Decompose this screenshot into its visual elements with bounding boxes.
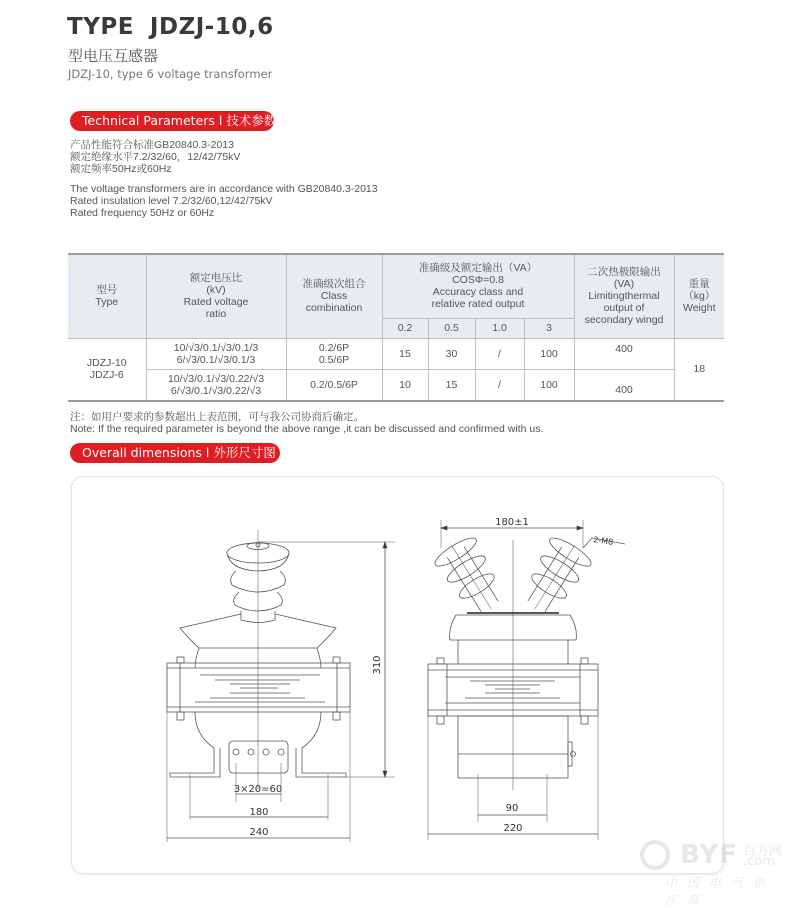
overall-dimensions-heading: Overall dimensions l 外形尺寸图 (70, 443, 280, 463)
subheader-0.2: 0.2 (382, 318, 428, 338)
dim-front-width: 240 (249, 827, 269, 838)
terminal (263, 749, 269, 755)
bolt (333, 657, 340, 663)
cell-0.5: 15 (428, 369, 475, 401)
dim-bolt: 2-M8 (592, 535, 614, 547)
header-text: 额定电压比 (189, 272, 243, 285)
cell-text: JDZJ-10 (86, 357, 127, 370)
header-text: (VA) (613, 278, 635, 291)
cell-text: 6/√3/0.1/√3/0.1/3 (176, 353, 256, 366)
header-text: Limitingthermal (588, 290, 660, 303)
bolt (177, 657, 184, 663)
header-text: Type (95, 296, 119, 309)
core-frame (167, 663, 350, 712)
cell-1.0: / (475, 369, 524, 401)
subheader-3: 3 (524, 318, 574, 338)
header-text: 准确级及额定输出（VA） (418, 262, 538, 275)
cell-class: 0.2/0.5/6P (286, 369, 382, 401)
cell-text: JDZJ-6 (89, 369, 124, 382)
cell-thermal: 400 (574, 338, 674, 369)
header-text: Accuracy class and (432, 286, 524, 299)
header-text: 二次热极限输出 (587, 266, 661, 279)
param-line: 额定频率50Hz或60Hz (70, 163, 172, 175)
cell-text: 10/√3/0.1/√3/0.22/√3 (167, 372, 265, 385)
technical-parameters-heading: Technical Parameters l 技术参数 (70, 111, 274, 131)
subtitle-cn: 型电压互感器 (68, 47, 159, 65)
dim-side-mount: 90 (505, 803, 519, 814)
cell-0.5: 30 (428, 338, 475, 369)
subheader-0.5: 0.5 (428, 318, 475, 338)
cell-0.2: 10 (382, 369, 428, 401)
bolt (333, 712, 340, 720)
dim-height: 310 (372, 655, 383, 675)
header-text: output of (603, 302, 645, 315)
subheader-1.0: 1.0 (475, 318, 524, 338)
header-text: combination (305, 302, 363, 315)
header-text: COSΦ=0.8 (452, 274, 504, 287)
param-line: Rated insulation level 7.2/32/60,12/42/75kV (70, 195, 273, 207)
note-en: Note: If the required parameter is beyond the above range ,it can be discussed and confirmed with us. (70, 423, 544, 435)
header-text: secondary wingd (584, 314, 664, 327)
note-cn: 注：如用户要求的参数超出上表范围，可与我公司协商后确定。 (70, 411, 364, 423)
header-text: （kg） (683, 290, 716, 303)
watermark-cn-name: 百方网 (743, 843, 783, 858)
cell-0.2: 15 (382, 338, 428, 369)
side-view (428, 520, 625, 840)
terminal (278, 749, 284, 755)
header-text: Class (320, 290, 348, 303)
cell-text: 0.5/6P (318, 353, 350, 366)
dim-terminal-pitch: 3×20=60 (233, 784, 283, 795)
terminal (248, 749, 254, 755)
param-line: The voltage transformers are in accordance with GB20840.3-2013 (70, 183, 378, 195)
cell-text: 10/√3/0.1/√3/0.1/3 (173, 341, 259, 354)
cell-thermal: 400 (574, 369, 674, 401)
terminal-box (229, 741, 288, 773)
front-view (167, 530, 395, 842)
header-text: relative rated output (431, 298, 525, 311)
header-text: 重量 (688, 278, 710, 291)
cell-3: 100 (524, 338, 574, 369)
bolt (581, 716, 588, 724)
param-line: 额定绝缘水平7.2/32/60，12/42/75kV (70, 151, 241, 163)
header-text: 型号 (96, 284, 118, 297)
cell-1.0: / (475, 338, 524, 369)
watermark-slogan: 中国电气供应商 (665, 876, 776, 907)
header-text: 准确级次组合 (302, 278, 366, 291)
watermark (640, 840, 795, 907)
dim-bushing-spacing: 180±1 (495, 517, 529, 528)
dim-front-mount: 180 (249, 807, 269, 818)
subtitle-en: JDZJ-10, type 6 voltage transformer (68, 67, 273, 81)
bolt (437, 716, 444, 724)
cell-weight: 18 (674, 338, 724, 401)
param-line: 产品性能符合标准GB20840.3-2013 (70, 139, 234, 151)
header-text: Weight (683, 302, 716, 315)
cell-text: 6/√3/0.1/√3/0.22/√3 (170, 384, 262, 397)
cell-3: 100 (524, 369, 574, 401)
title-type: TYPE (67, 14, 134, 40)
terminal (233, 749, 239, 755)
brand-logo-icon (640, 840, 670, 870)
param-line: Rated frequency 50Hz or 60Hz (70, 207, 215, 219)
header-text: (kV) (206, 284, 226, 297)
bolt (437, 658, 444, 664)
cell-text: 0.2/6P (318, 341, 350, 354)
header-text: ratio (205, 308, 227, 321)
title-model: JDZJ-10,6 (149, 14, 274, 40)
header-text: Rated voltage (183, 296, 249, 309)
watermark-domain: .com (743, 854, 775, 869)
dim-side-width: 220 (503, 823, 523, 834)
bolt (581, 658, 588, 664)
watermark-brand: BYF (680, 840, 738, 870)
bolt (177, 712, 184, 720)
